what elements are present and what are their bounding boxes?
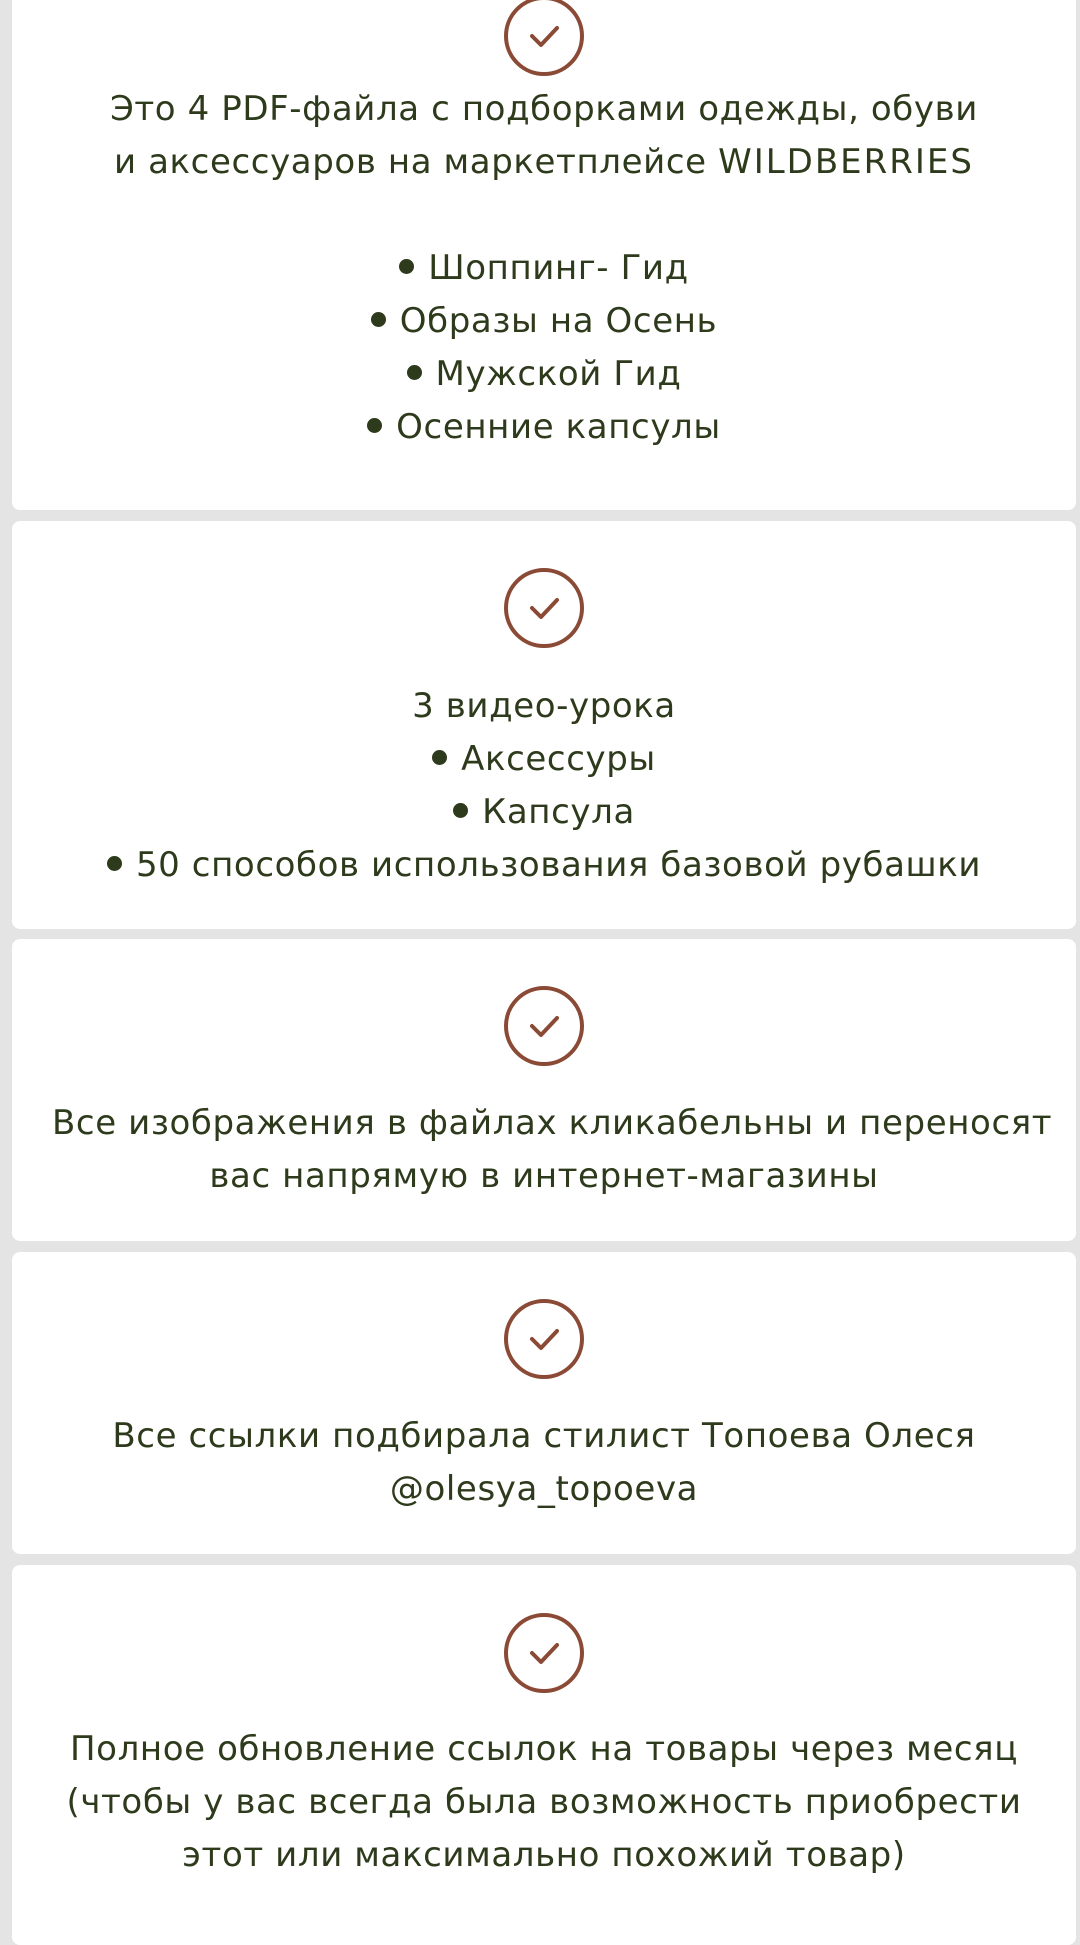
text-line: Все ссылки подбирала стилист Топоева Олеся	[112, 1416, 976, 1456]
list-item: Мужской Гид	[52, 348, 1036, 401]
check-circle-icon	[503, 1612, 585, 1694]
feature-card-stylist	[12, 1252, 1076, 1554]
check-circle-icon	[503, 1298, 585, 1380]
stylist-handle: @olesya_topoeva	[389, 1469, 699, 1509]
check-circle-icon	[503, 0, 585, 77]
text-line-part: и аксессуаров на маркетплейсе	[114, 142, 707, 182]
text-line: этот или максимально похожий товар)	[182, 1835, 906, 1875]
check-circle-icon	[503, 567, 585, 649]
feature-card-clickable-images	[12, 939, 1076, 1241]
text-line: Это 4 PDF-файла с подборками одежды, обуви	[110, 89, 978, 129]
text-line: Все изображения в файлах кликабельны и переносят	[52, 1103, 1053, 1143]
text-line	[52, 136, 1036, 189]
card-title: 3 видео-урока	[412, 686, 676, 726]
list-item: Шоппинг- Гид	[52, 242, 1036, 295]
list-item: Капсула	[52, 786, 1036, 839]
list-item: Осенние капсулы	[52, 401, 1036, 454]
card-text	[12, 1410, 1076, 1516]
feature-card-link-updates	[12, 1565, 1076, 1945]
spacer	[52, 189, 1036, 242]
card-text	[12, 680, 1076, 892]
feature-card-video-lessons	[12, 521, 1076, 929]
list-item: 50 способов использования базовой рубашки	[52, 839, 1036, 892]
text-line: вас напрямую в интернет-магазины	[209, 1156, 879, 1196]
card-text	[12, 1097, 1076, 1203]
text-line: (чтобы у вас всегда была возможность приобрести	[66, 1782, 1022, 1822]
feature-card-pdf-files	[12, 0, 1076, 510]
check-circle-icon	[503, 985, 585, 1067]
card-text	[12, 83, 1076, 454]
list-item: Образы на Осень	[52, 295, 1036, 348]
text-line: Полное обновление ссылок на товары через месяц	[70, 1729, 1018, 1769]
card-text	[12, 1723, 1076, 1882]
list-item: Аксессуры	[52, 733, 1036, 786]
brand-name: WILDBERRIES	[718, 142, 974, 182]
